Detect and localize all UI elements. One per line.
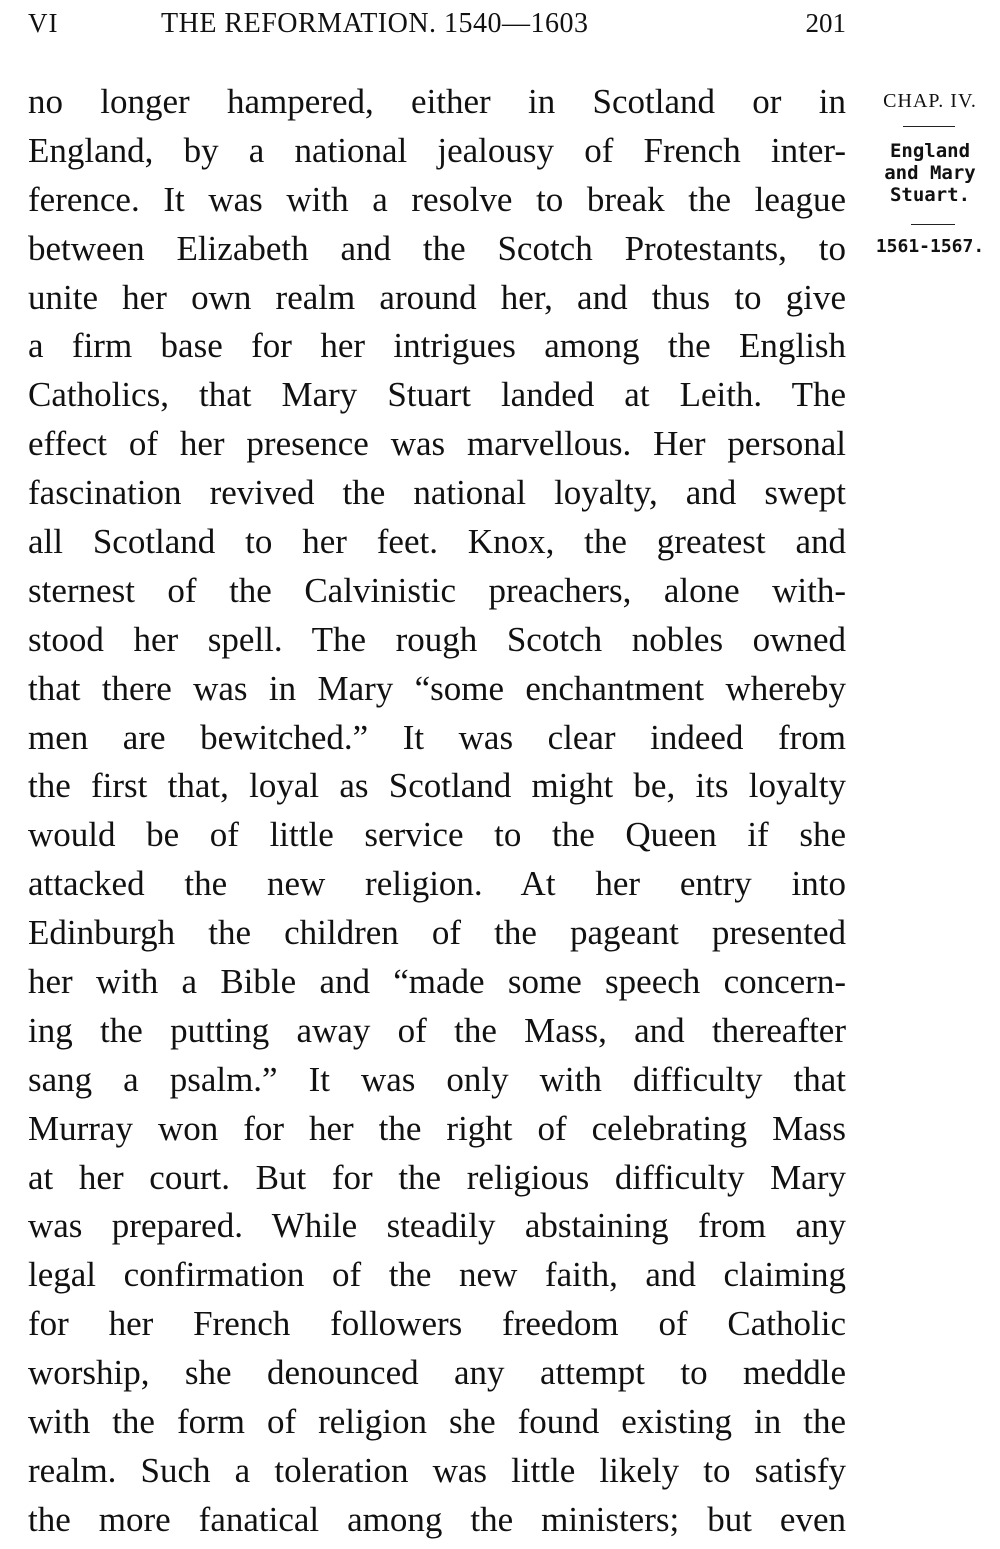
body-line: Edinburgh the children of the pageant presented — [28, 913, 846, 953]
running-title: THE REFORMATION. 1540—1603 — [161, 8, 589, 39]
body-line: men are bewitched.” It was clear indeed from — [28, 717, 846, 757]
sidenote-rule — [911, 224, 955, 225]
sidenote-heading — [866, 140, 994, 206]
sidenote-dates: 1561-1567. — [875, 236, 985, 257]
body-line: ing the putting away of the Mass, and thereafter — [28, 1010, 846, 1050]
sidenote-heading-line: and Mary — [884, 162, 976, 184]
body-line: no longer hampered, either in Scotland or in — [28, 82, 846, 121]
page-number: 201 — [805, 8, 846, 38]
sidenote-rule — [903, 126, 955, 127]
body-line: sternest of the Calvinistic preachers, alone with- — [28, 570, 846, 610]
body-line: with the form of religion she found existing in the — [28, 1402, 846, 1442]
body-line: sang a psalm.” It was only with difficulty that — [28, 1059, 846, 1099]
body-line: for her French followers freedom of Catholic — [28, 1304, 846, 1344]
body-text — [28, 78, 846, 1545]
body-line: Murray won for her the right of celebrating Mass — [28, 1108, 846, 1148]
sidenote-chapter: CHAP. IV. — [883, 90, 977, 112]
body-line: fascination revived the national loyalty, and swept — [28, 473, 846, 513]
body-line: worship, she denounced any attempt to meddle — [28, 1353, 846, 1393]
body-line: all Scotland to her feet. Knox, the greatest and — [28, 522, 846, 562]
body-line: effect of her presence was marvellous. Her personal — [28, 424, 846, 464]
body-line: Catholics, that Mary Stuart landed at Leith. The — [28, 375, 846, 415]
body-line: was prepared. While steadily abstaining from any — [28, 1206, 846, 1246]
body-line: attacked the new religion. At her entry into — [28, 864, 846, 904]
body-line: the more fanatical among the ministers; but even — [28, 1499, 846, 1539]
sidenote-heading-line: Stuart. — [889, 184, 971, 206]
body-line: unite her own realm around her, and thus to give — [28, 277, 846, 317]
sidenote-heading-line: England — [889, 140, 971, 162]
body-line: her with a Bible and “made some speech concern- — [28, 962, 846, 1002]
body-line: realm. Such a toleration was little likely to satisfy — [28, 1450, 846, 1490]
body-line: at her court. But for the religious difficulty Mary — [28, 1157, 846, 1197]
body-line: stood her spell. The rough Scotch nobles owned — [28, 619, 846, 659]
body-line: ference. It was with a resolve to break the league — [28, 179, 846, 219]
body-line: would be of little service to the Queen if she — [28, 815, 846, 855]
body-line: between Elizabeth and the Scotch Protestants, to — [28, 228, 846, 268]
body-line: England, by a national jealousy of French inter- — [28, 130, 846, 170]
body-line: legal confirmation of the new faith, and claiming — [28, 1255, 846, 1295]
running-header — [28, 8, 846, 44]
body-line: the first that, loyal as Scotland might be, its loyalty — [28, 766, 846, 806]
section-number: VI — [28, 8, 59, 38]
body-line: that there was in Mary “some enchantment whereby — [28, 668, 846, 708]
body-line: a firm base for her intrigues among the English — [28, 326, 846, 366]
